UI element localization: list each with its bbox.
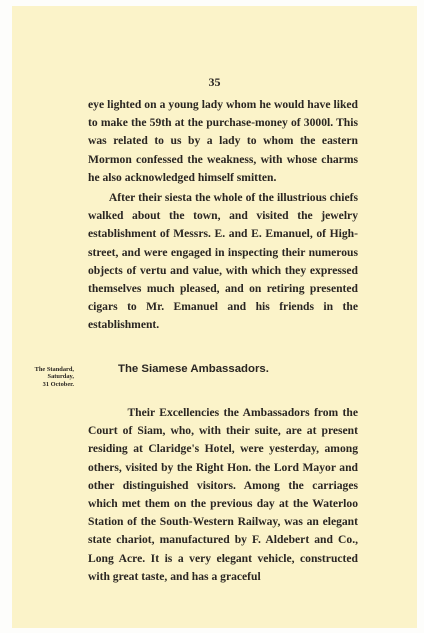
paragraph-text: eye lighted on a young lady whom he would have liked to make the 59th at the purchase-money of 3000l. This was related to us by a lady to whom the eastern Mormon confessed the weakness, with whose charms he also acknowledged himself smitten. xyxy=(88,98,358,184)
source-date: 31 October. xyxy=(42,380,74,388)
paragraph-ambassadors xyxy=(88,404,358,586)
source-newspaper: The Standard, xyxy=(34,366,74,373)
paragraph-continued xyxy=(88,96,358,187)
section-heading: The Siamese Ambassadors. xyxy=(118,363,269,375)
paragraph-text: After their siesta the whole of the illustrious chiefs walked about the town, and visited the jewelry establishment of Messrs. E. and E. Emanuel, of High-street, and were engaged in inspecting their numerous objects of vertu and value, with which they expressed themselves much pleased, and on retiring presented cigars to Mr. Emanuel and his friends in the establishment. xyxy=(88,191,358,332)
book-page xyxy=(12,6,417,628)
source-day: Saturday, xyxy=(47,373,74,381)
page-number: 35 xyxy=(208,75,221,89)
paragraph-siesta xyxy=(88,189,358,335)
margin-source-note xyxy=(16,366,74,388)
paragraph-text: Their Excellencies the Ambassadors from the Court of Siam, who, with their suite, are at present residing at Claridge's Hotel, were yesterday, among others, visited by the Right Hon. the Lord Mayor and other distinguished visitors. Among the carriages which met them on the previous day at the Waterloo Station of the South-Western Railway, was an elegant state chariot, manufactured by F. Aldebert and Co., Long Acre. It is a very elegant vehicle, constructed with great taste, and has a graceful xyxy=(88,406,358,583)
